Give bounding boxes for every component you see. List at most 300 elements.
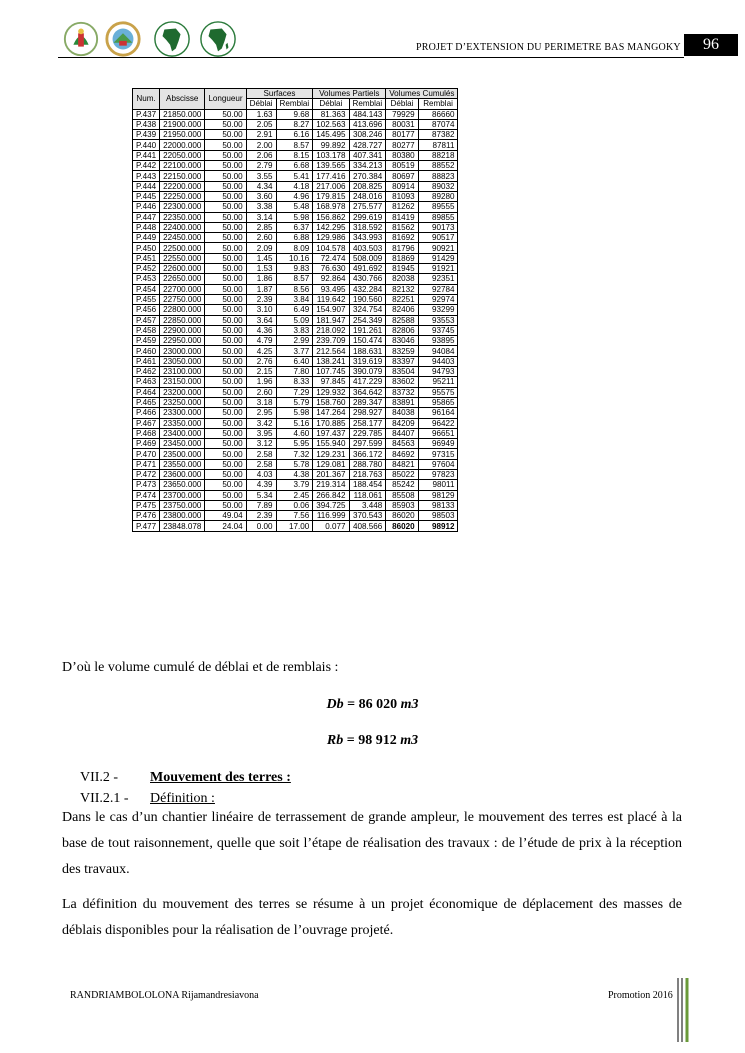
table-cell: 50.00 [205,294,246,304]
table-row [133,336,458,346]
table-cell: 2.58 [246,449,276,459]
table-cell: 0.00 [246,521,276,531]
table-cell: 3.79 [276,480,313,490]
table-cell: 299.619 [349,212,386,222]
table-cell: 218.763 [349,469,386,479]
table-cell: 6.88 [276,233,313,243]
table-cell: 1.63 [246,109,276,119]
subheader-deblai: Déblai [386,99,418,109]
table-cell: 81692 [386,233,418,243]
eq-variable: Rb [326,733,344,748]
header-logos [62,20,242,62]
table-cell: 432.284 [349,284,386,294]
table-cell: 50.00 [205,274,246,284]
table-cell: 129.932 [313,387,349,397]
table-cell: P.456 [133,305,160,315]
table-cell: 22300.000 [160,202,205,212]
table-cell: P.453 [133,274,160,284]
table-cell: 5.79 [276,397,313,407]
table-row [133,377,458,387]
table-cell: 4.36 [246,325,276,335]
table-row [133,171,458,181]
table-cell: 50.00 [205,150,246,160]
table-cell: 96949 [418,439,458,449]
table-cell: 2.95 [246,408,276,418]
table-cell: 23500.000 [160,449,205,459]
table-cell: 270.384 [349,171,386,181]
table-cell: 484.143 [349,109,386,119]
table-row [133,140,458,150]
table-row [133,243,458,253]
table-cell: 50.00 [205,428,246,438]
table-cell: P.437 [133,109,160,119]
table-cell: 23000.000 [160,346,205,356]
col-header-volumes-cumules: Volumes Cumulés [386,89,458,99]
section-number: VII.2 - [80,770,119,785]
table-cell: P.468 [133,428,160,438]
table-cell: 103.178 [313,150,349,160]
table-cell: 50.00 [205,253,246,263]
table-cell: 7.32 [276,449,313,459]
table-cell: 23200.000 [160,387,205,397]
table-cell: 83732 [386,387,418,397]
table-cell: 23300.000 [160,408,205,418]
table-cell: 129.081 [313,459,349,469]
table-cell: 289.347 [349,397,386,407]
eq-value: = 98 912 [343,733,401,748]
table-cell: 2.91 [246,130,276,140]
table-cell: 6.37 [276,222,313,232]
table-cell: P.475 [133,500,160,510]
table-cell: 92974 [418,294,458,304]
table-cell: 129.231 [313,449,349,459]
table-cell: 5.78 [276,459,313,469]
table-cell: 1.87 [246,284,276,294]
table-cell: 430.766 [349,274,386,284]
footer-promotion: Promotion 2016 [608,990,673,1001]
table-cell: 2.45 [276,490,313,500]
table-cell: 2.15 [246,367,276,377]
table-cell: 94403 [418,356,458,366]
table-cell: 50.00 [205,233,246,243]
table-cell: 50.00 [205,325,246,335]
table-cell: 24.04 [205,521,246,531]
table-cell: 3.64 [246,315,276,325]
table-cell: P.476 [133,511,160,521]
table-row [133,325,458,335]
table-cell: 89855 [418,212,458,222]
table-cell: 239.709 [313,336,349,346]
table-cell: 22400.000 [160,222,205,232]
table-cell: 83046 [386,336,418,346]
table-cell: 22150.000 [160,171,205,181]
table-cell: P.451 [133,253,160,263]
table-cell: 79929 [386,109,418,119]
table-row [133,294,458,304]
table-cell: 23250.000 [160,397,205,407]
table-cell: 92784 [418,284,458,294]
table-cell: 82038 [386,274,418,284]
table-cell: 2.58 [246,459,276,469]
table-cell: 145.495 [313,130,349,140]
table-cell: 84821 [386,459,418,469]
table-cell: 50.00 [205,222,246,232]
subsection-title: Définition : [150,791,215,806]
table-cell: P.460 [133,346,160,356]
table-cell: 80031 [386,119,418,129]
table-cell: 50.00 [205,346,246,356]
table-cell: P.469 [133,439,160,449]
table-cell: 22850.000 [160,315,205,325]
paragraph-1: Dans le cas d’un chantier linéaire de terrassement de grande ampleur, le mouvement des terres est placé à la base de tout raisonnement, quelle que soit l’étape de réalisation des travaux : de l’étude de prix à la réception des travaux. [62,810,682,877]
table-cell: 3.55 [246,171,276,181]
table-cell: 394.725 [313,500,349,510]
table-cell: P.467 [133,418,160,428]
table-cell: 6.16 [276,130,313,140]
table-cell: 218.092 [313,325,349,335]
table-cell: 84209 [386,418,418,428]
table-cell: 97315 [418,449,458,459]
table-cell: P.458 [133,325,160,335]
table-cell: 7.56 [276,511,313,521]
table-cell: 3.38 [246,202,276,212]
table-cell: P.448 [133,222,160,232]
table-cell: P.473 [133,480,160,490]
table-row [133,500,458,510]
table-cell: 5.98 [276,212,313,222]
table-body [133,109,458,531]
subheader-deblai: Déblai [246,99,276,109]
table-cell: 4.38 [276,469,313,479]
table-cell: 118.061 [349,490,386,500]
table-cell: 23750.000 [160,500,205,510]
table-cell: 50.00 [205,171,246,181]
table-row [133,439,458,449]
table-cell: 50.00 [205,305,246,315]
table-cell: 191.261 [349,325,386,335]
table-cell: 4.34 [246,181,276,191]
table-cell: 23650.000 [160,480,205,490]
table-cell: 154.907 [313,305,349,315]
table-cell: 4.03 [246,469,276,479]
table-cell: 102.563 [313,119,349,129]
table-cell: 50.00 [205,469,246,479]
table-cell: 50.00 [205,264,246,274]
table-cell: 90517 [418,233,458,243]
table-cell: P.438 [133,119,160,129]
table-cell: 229.785 [349,428,386,438]
table-cell: 21850.000 [160,109,205,119]
table-row [133,284,458,294]
table-cell: 88823 [418,171,458,181]
table-cell: 94084 [418,346,458,356]
table-row [133,521,458,531]
table-cell: 3.42 [246,418,276,428]
table-cell: 50.00 [205,490,246,500]
table-cell: 50.00 [205,109,246,119]
table-cell: P.459 [133,336,160,346]
table-cell: 50.00 [205,418,246,428]
table-cell: 158.760 [313,397,349,407]
table-cell: 86020 [386,511,418,521]
table-cell: 84563 [386,439,418,449]
table-cell: 80277 [386,140,418,150]
table-cell: 96422 [418,418,458,428]
table-cell: 98503 [418,511,458,521]
table-cell: 104.578 [313,243,349,253]
table-cell: 88552 [418,161,458,171]
table-row [133,367,458,377]
table-cell: 155.940 [313,439,349,449]
table-row [133,315,458,325]
table-cell: 6.49 [276,305,313,315]
table-cell: 98133 [418,500,458,510]
table-row [133,511,458,521]
table-cell: P.446 [133,202,160,212]
table-cell: 22650.000 [160,274,205,284]
table-cell: P.444 [133,181,160,191]
table-cell: 89280 [418,191,458,201]
table-cell: P.452 [133,264,160,274]
table-cell: 343.993 [349,233,386,243]
table-cell: 2.06 [246,150,276,160]
table-cell: 5.95 [276,439,313,449]
table-cell: 334.213 [349,161,386,171]
table-cell: 254.349 [349,315,386,325]
table-row [133,119,458,129]
table-cell: 50.00 [205,408,246,418]
table-cell: 3.83 [276,325,313,335]
table-cell: 82406 [386,305,418,315]
col-header-surfaces: Surfaces [246,89,313,99]
table-cell: 3.448 [349,500,386,510]
table-cell: 3.14 [246,212,276,222]
table-cell: 197.437 [313,428,349,438]
table-cell: 22200.000 [160,181,205,191]
col-header-volumes-partiels: Volumes Partiels [313,89,386,99]
table-cell: 92351 [418,274,458,284]
table-cell: 50.00 [205,397,246,407]
table-cell: 5.16 [276,418,313,428]
table-row [133,150,458,160]
table-cell: 129.986 [313,233,349,243]
table-cell: 88218 [418,150,458,160]
table-cell: 23700.000 [160,490,205,500]
table-cell: P.441 [133,150,160,160]
table-cell: 23450.000 [160,439,205,449]
table-cell: 84038 [386,408,418,418]
volumes-table [132,88,458,532]
table-cell: 21950.000 [160,130,205,140]
table-row [133,490,458,500]
table-cell: 22500.000 [160,243,205,253]
table-cell: 87074 [418,119,458,129]
table-cell: 85903 [386,500,418,510]
table-cell: 23600.000 [160,469,205,479]
table-row [133,191,458,201]
table-cell: 50.00 [205,130,246,140]
table-row [133,346,458,356]
subheader-deblai: Déblai [313,99,349,109]
col-header-longueur: Longueur [205,89,246,110]
table-cell: 3.77 [276,346,313,356]
page-number: 96 [684,34,738,56]
table-cell: 8.57 [276,140,313,150]
table-cell: 50.00 [205,459,246,469]
table-cell: P.466 [133,408,160,418]
eq-unit: m3 [400,697,419,712]
table-cell: 97823 [418,469,458,479]
table-row [133,305,458,315]
table-cell: 89032 [418,181,458,191]
header-rule [58,57,684,58]
table-cell: 80519 [386,161,418,171]
table-cell: 81869 [386,253,418,263]
table-cell: 80914 [386,181,418,191]
table-row [133,181,458,191]
table-cell: 83891 [386,397,418,407]
university-logo [62,20,100,58]
table-cell: 179.815 [313,191,349,201]
table-cell: 5.48 [276,202,313,212]
table-cell: 49.04 [205,511,246,521]
table-cell: 93895 [418,336,458,346]
table-cell: 208.825 [349,181,386,191]
table-cell: 107.745 [313,367,349,377]
table-cell: P.440 [133,140,160,150]
table-cell: 22100.000 [160,161,205,171]
table-cell: 50.00 [205,315,246,325]
table-cell: 219.314 [313,480,349,490]
table-row [133,387,458,397]
table-cell: 87811 [418,140,458,150]
table-cell: 370.543 [349,511,386,521]
table-cell: 258.177 [349,418,386,428]
table-row [133,274,458,284]
table-row [133,449,458,459]
table-cell: 22350.000 [160,212,205,222]
table-cell: 50.00 [205,202,246,212]
table-cell: 147.264 [313,408,349,418]
table-cell: 508.009 [349,253,386,263]
table-cell: 7.29 [276,387,313,397]
table-cell: 81562 [386,222,418,232]
table-cell: 22550.000 [160,253,205,263]
table-cell: 82588 [386,315,418,325]
table-cell: 23550.000 [160,459,205,469]
table-cell: 50.00 [205,140,246,150]
table-cell: P.464 [133,387,160,397]
table-row [133,222,458,232]
table-cell: 50.00 [205,336,246,346]
table-cell: 297.599 [349,439,386,449]
table-cell: P.462 [133,367,160,377]
table-cell: 50.00 [205,387,246,397]
table-cell: 91921 [418,264,458,274]
table-row [133,109,458,119]
table-cell: 6.40 [276,356,313,366]
table-cell: 119.642 [313,294,349,304]
table-cell: P.465 [133,397,160,407]
table-cell: P.454 [133,284,160,294]
table-cell: 94793 [418,367,458,377]
table-row [133,161,458,171]
subheader-remblai: Remblai [276,99,313,109]
table-cell: 96651 [418,428,458,438]
table-cell: 217.006 [313,181,349,191]
table-cell: 8.56 [276,284,313,294]
table-cell: P.442 [133,161,160,171]
table-cell: 2.60 [246,387,276,397]
table-cell: 95865 [418,397,458,407]
table-cell: 72.474 [313,253,349,263]
table-cell: 85508 [386,490,418,500]
table-cell: 50.00 [205,161,246,171]
table-cell: 298.927 [349,408,386,418]
table-cell: 50.00 [205,480,246,490]
table-cell: 50.00 [205,243,246,253]
table-cell: 83602 [386,377,418,387]
table-cell: 10.16 [276,253,313,263]
table-cell: 4.18 [276,181,313,191]
table-cell: 428.727 [349,140,386,150]
table-cell: 170.885 [313,418,349,428]
footer-decoration [676,978,690,1042]
table-cell: 85242 [386,480,418,490]
table-cell: 2.99 [276,336,313,346]
table-cell: 50.00 [205,119,246,129]
subsection-number: VII.2.1 - [80,791,129,806]
table-cell: 85022 [386,469,418,479]
table-row [133,418,458,428]
table-cell: P.443 [133,171,160,181]
table-cell: 82251 [386,294,418,304]
table-cell: 0.06 [276,500,313,510]
table-cell: 50.00 [205,212,246,222]
table-cell: 364.642 [349,387,386,397]
table-cell: 2.39 [246,511,276,521]
table-cell: 3.18 [246,397,276,407]
table-cell: 248.016 [349,191,386,201]
table-cell: 4.25 [246,346,276,356]
table-cell: 4.79 [246,336,276,346]
table-cell: 81093 [386,191,418,201]
table-row [133,264,458,274]
table-cell: 4.60 [276,428,313,438]
table-cell: 150.474 [349,336,386,346]
table-cell: P.463 [133,377,160,387]
table-cell: 22050.000 [160,150,205,160]
table-cell: 81419 [386,212,418,222]
africa-map-logo [150,20,194,58]
table-cell: 82132 [386,284,418,294]
table-cell: 22000.000 [160,140,205,150]
table-cell: 3.60 [246,191,276,201]
table-cell: 92.864 [313,274,349,284]
section-title: Mouvement des terres : [150,770,291,785]
table-cell: 407.341 [349,150,386,160]
table-cell: P.445 [133,191,160,201]
table-cell: 80177 [386,130,418,140]
table-cell: 87382 [418,130,458,140]
table-cell: P.477 [133,521,160,531]
table-row [133,480,458,490]
equation-remblai [0,733,745,749]
table-cell: 417.229 [349,377,386,387]
intro-text: D’où le volume cumulé de déblai et de remblais : [62,660,339,675]
table-cell: 83259 [386,346,418,356]
table-cell: 366.172 [349,449,386,459]
